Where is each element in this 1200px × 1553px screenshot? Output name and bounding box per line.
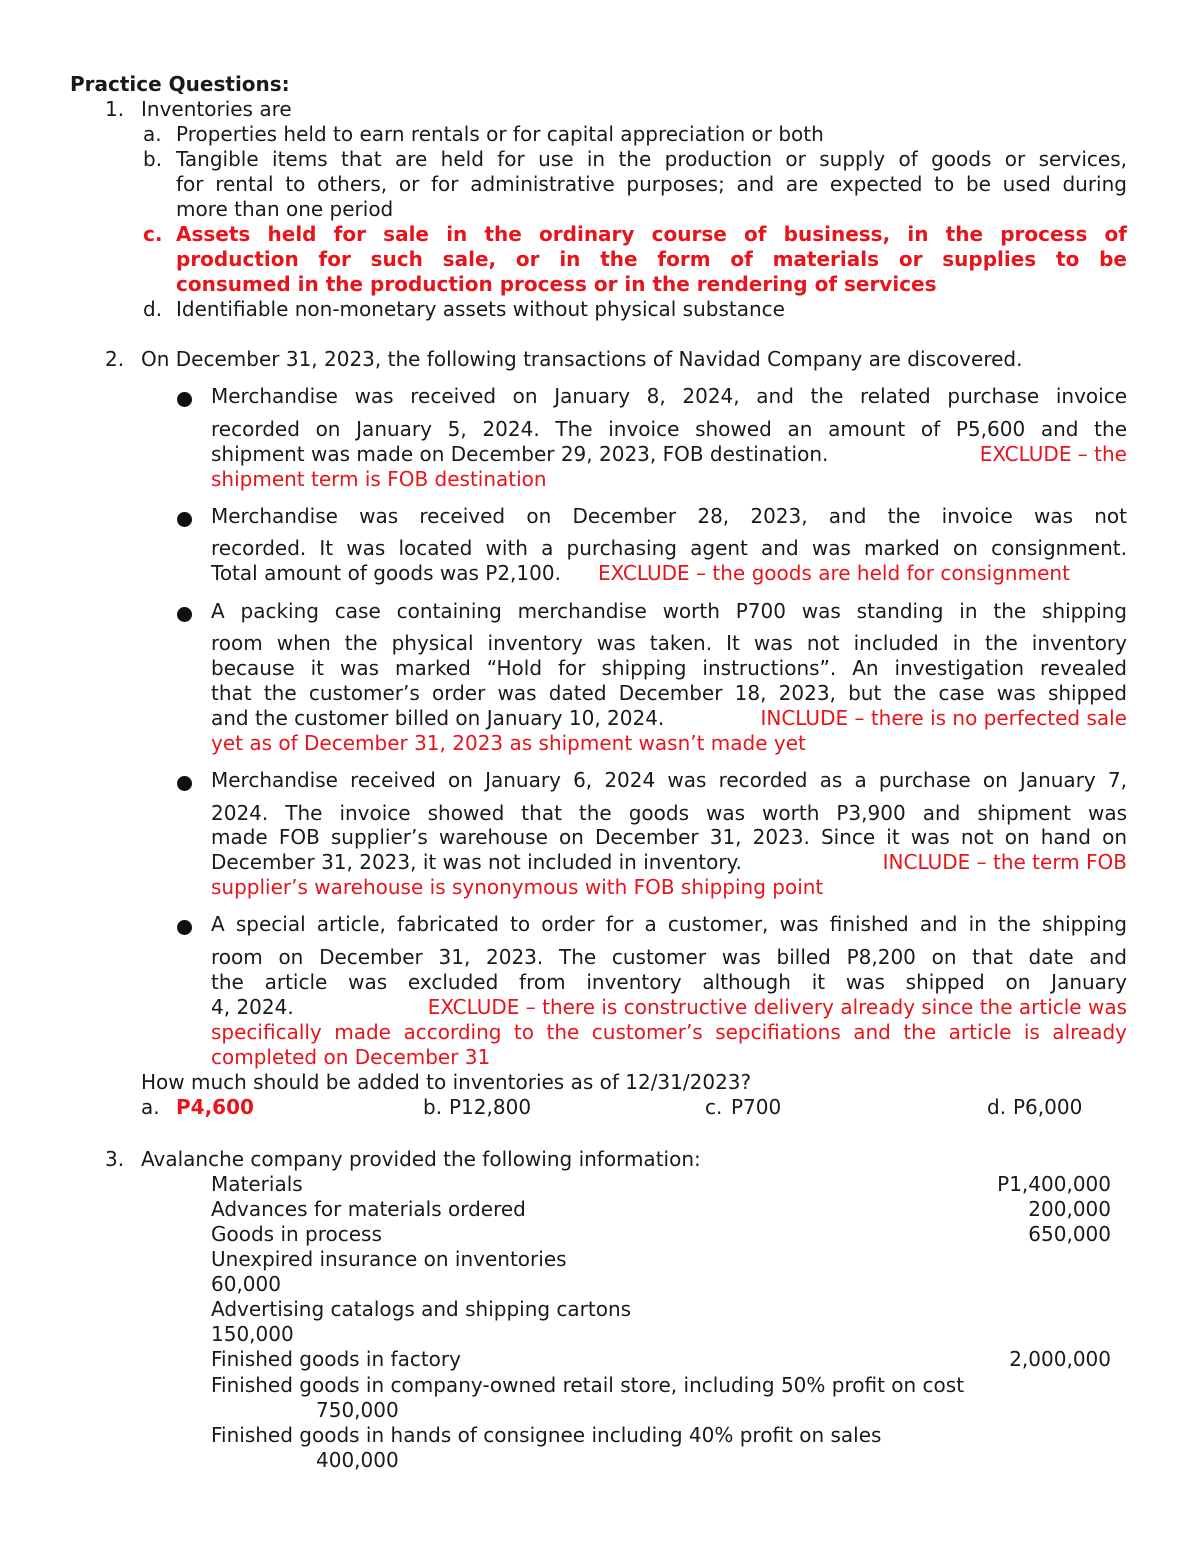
q3-item-label: Finished goods in company-owned retail store, including 50% profit on cost — [211, 1373, 965, 1397]
q2-item1-line1: Merchandise was received on January 8, 2024, and the related purchase invoice — [211, 384, 1127, 408]
q3-item-label: Advertising catalogs and shipping cartons — [211, 1297, 632, 1321]
q1-option-d-text: Identifiable non-monetary assets without physical substance — [176, 297, 785, 321]
q1-option-b-line1: Tangible items that are held for use in the production or supply of goods or services, — [176, 147, 1127, 171]
q1-option-b-letter: b. — [143, 147, 163, 171]
q3-item-label: Finished goods in factory — [211, 1347, 461, 1371]
q2-item5-note: EXCLUDE – there is constructive delivery already since the article was — [427, 995, 1127, 1019]
q1-option-c-line3: consumed in the production process or in the rendering of services — [176, 272, 937, 296]
q2-item2-note: EXCLUDE – the goods are held for consignment — [598, 561, 1070, 585]
q3-item-amount: 750,000 — [316, 1398, 399, 1422]
q2-item5-line3: the article was excluded from inventory although it was shipped on January — [211, 970, 1127, 994]
q1-option-b-line3: more than one period — [176, 197, 394, 221]
q1-option-a-letter: a. — [143, 122, 162, 146]
q2-item4-line2: 2024. The invoice showed that the goods was worth P3,900 and shipment was — [211, 801, 1127, 825]
q2-item3-line2: room when the physical inventory was taken. It was not included in the inventory — [211, 631, 1127, 655]
q2-answer-c-letter: c. — [705, 1095, 723, 1119]
q3-item-amount: 2,000,000 — [1009, 1347, 1111, 1371]
q2-stem: On December 31, 2023, the following transactions of Navidad Company are discovered. — [141, 347, 1023, 371]
q2-item4-note: INCLUDE – the term FOB — [882, 850, 1127, 874]
bullet-icon — [177, 607, 192, 622]
q1-option-c-line2: production for such sale, or in the form of materials or supplies to be — [176, 247, 1127, 271]
q2-item3-line5: and the customer billed on January 10, 2024. — [211, 706, 665, 730]
q2-item4-line1: Merchandise received on January 6, 2024 was recorded as a purchase on January 7, — [211, 768, 1127, 792]
q3-item-amount: P1,400,000 — [997, 1172, 1111, 1196]
q2-item4-line3: made FOB supplier’s warehouse on December 31, 2023. Since it was not on hand on — [211, 825, 1127, 849]
bullet-icon — [177, 392, 192, 407]
q2-answer-c-value: P700 — [731, 1095, 782, 1119]
q2-item1-note: EXCLUDE – the — [979, 442, 1127, 466]
q2-answer-b-letter: b. — [423, 1095, 443, 1119]
q2-answer-d-value: P6,000 — [1013, 1095, 1083, 1119]
q2-item2-line3: Total amount of goods was P2,100. — [211, 561, 561, 585]
q3-item-amount: 400,000 — [316, 1448, 399, 1472]
q3-item-amount: 150,000 — [211, 1322, 294, 1346]
q2-item4-note-cont: supplier’s warehouse is synonymous with FOB shipping point — [211, 875, 824, 899]
q2-item5-note-cont: specifically made according to the customer’s sepcifiations and the article is already — [211, 1020, 1127, 1044]
q3-number: 3. — [105, 1147, 125, 1171]
q1-stem: Inventories are — [141, 97, 292, 121]
q2-answer-d-letter: d. — [987, 1095, 1007, 1119]
q2-item3-line1: A packing case containing merchandise worth P700 was standing in the shipping — [211, 599, 1127, 623]
q3-item-label: Materials — [211, 1172, 303, 1196]
q2-item1-line2: recorded on January 5, 2024. The invoice showed an amount of P5,600 and the — [211, 417, 1127, 441]
q2-item3-note-cont: yet as of December 31, 2023 as shipment wasn’t made yet — [211, 731, 806, 755]
q2-item3-line3: because it was marked “Hold for shipping instructions”. An investigation revealed — [211, 656, 1127, 680]
q2-item5-line2: room on December 31, 2023. The customer was billed P8,200 on that date and — [211, 945, 1127, 969]
q3-item-label: Finished goods in hands of consignee including 40% profit on sales — [211, 1423, 882, 1447]
q2-item5-line4: 4, 2024. — [211, 995, 294, 1019]
q2-number: 2. — [105, 347, 125, 371]
q2-item2-line2: recorded. It was located with a purchasing agent and was marked on consignment. — [211, 536, 1127, 560]
bullet-icon — [177, 920, 192, 935]
q1-option-d-letter: d. — [143, 297, 163, 321]
q1-option-a-text: Properties held to earn rentals or for capital appreciation or both — [176, 122, 824, 146]
q2-answer-b-value: P12,800 — [449, 1095, 532, 1119]
q1-option-c-line1: Assets held for sale in the ordinary course of business, in the process of — [176, 222, 1127, 246]
q2-item5-line1: A special article, fabricated to order for a customer, was finished and in the shipping — [211, 912, 1127, 936]
q2-item3-note: INCLUDE – there is no perfected sale — [760, 706, 1127, 730]
q2-item3-line4: that the customer’s order was dated December 18, 2023, but the case was shipped — [211, 681, 1127, 705]
q2-question: How much should be added to inventories as of 12/31/2023? — [141, 1070, 752, 1094]
q2-item1-note-cont: shipment term is FOB destination — [211, 467, 547, 491]
bullet-icon — [177, 776, 192, 791]
q1-option-b-line2: for rental to others, or for administrative purposes; and are expected to be used during — [176, 172, 1127, 196]
q2-item4-line4: December 31, 2023, it was not included in inventory. — [211, 850, 742, 874]
q3-item-label: Unexpired insurance on inventories — [211, 1247, 567, 1271]
q3-item-label: Advances for materials ordered — [211, 1197, 526, 1221]
q3-item-amount: 650,000 — [1028, 1222, 1111, 1246]
q3-item-amount: 200,000 — [1028, 1197, 1111, 1221]
q1-number: 1. — [105, 97, 125, 121]
q2-item5-note-end: completed on December 31 — [211, 1045, 491, 1069]
q3-item-label: Goods in process — [211, 1222, 382, 1246]
q2-item2-line1: Merchandise was received on December 28, 2023, and the invoice was not — [211, 504, 1127, 528]
page-title: Practice Questions: — [70, 72, 290, 96]
q3-stem: Avalanche company provided the following information: — [141, 1147, 701, 1171]
q2-answer-a-value: P4,600 — [176, 1095, 254, 1119]
bullet-icon — [177, 512, 192, 527]
q1-option-c-letter: c. — [143, 222, 163, 246]
q3-item-amount: 60,000 — [211, 1272, 281, 1296]
q2-item1-line3: shipment was made on December 29, 2023, FOB destination. — [211, 442, 829, 466]
q2-answer-a-letter: a. — [141, 1095, 160, 1119]
